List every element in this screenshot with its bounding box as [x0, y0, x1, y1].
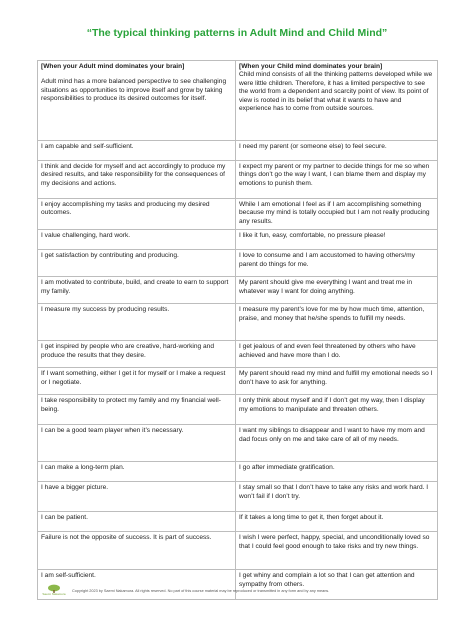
logo-text: Saemi Nakamura — [42, 592, 66, 596]
child-mind-cell: My parent should read my mind and fulfill my emotional needs so I don’t have to ask for anything. — [236, 368, 438, 395]
adult-mind-cell: I have a bigger picture. — [38, 482, 236, 512]
saemi-logo — [40, 584, 68, 598]
child-mind-cell: I stay small so that I don’t have to take any risks and work hard. I won’t fail if I don’t try. — [236, 482, 438, 512]
adult-mind-cell: I get satisfaction by contributing and producing. — [38, 250, 236, 277]
child-mind-cell: I wish I were perfect, happy, special, and unconditionally loved so that I could feel good enough to take risks and try new things. — [236, 532, 438, 570]
table-row — [38, 395, 438, 425]
adult-mind-cell: I measure my success by producing results. — [38, 304, 236, 341]
table-row — [38, 304, 438, 341]
adult-mind-heading: [When your Adult mind dominates your brain] — [41, 63, 185, 70]
child-mind-cell: I want my siblings to disappear and I want to have my mom and dad focus only on me and take care of all of my needs. — [236, 425, 438, 462]
adult-mind-cell: I can be patient. — [38, 512, 236, 532]
adult-mind-cell: If I want something, either I get it for myself or I make a request or I negotiate. — [38, 368, 236, 395]
table-row — [38, 199, 438, 230]
adult-mind-cell: I take responsibility to protect my family and my financial well-being. — [38, 395, 236, 425]
table-row — [38, 277, 438, 304]
child-mind-heading: [When your Child mind dominates your brain] — [239, 63, 383, 70]
child-mind-cell: I get jealous of and even feel threatened by others who have achieved and have more than I do. — [236, 341, 438, 368]
table-header-row — [38, 61, 438, 141]
child-mind-description: Child mind consists of all the thinking patterns developed while we were little children. Therefore, it has a limited perspective to see the world from a dependent and scarcity point of view. Its point of view is rooted in its belief that what it wants to have and experience has to come from outside sources. — [239, 71, 433, 113]
table-row — [38, 462, 438, 482]
adult-mind-cell: Failure is not the opposite of success. It is part of success. — [38, 532, 236, 570]
child-mind-cell: I get whiny and complain a lot so that I can get attention and sympathy from others. — [236, 570, 438, 600]
comparison-table — [37, 60, 438, 600]
adult-mind-cell: I enjoy accomplishing my tasks and producing my desired outcomes. — [38, 199, 236, 230]
adult-mind-cell: I get inspired by people who are creative, hard-working and produce the results that they desire. — [38, 341, 236, 368]
table-row — [38, 341, 438, 368]
table-row — [38, 482, 438, 512]
child-mind-cell: I go after immediate gratification. — [236, 462, 438, 482]
adult-mind-cell: I am self-sufficient. — [38, 570, 236, 600]
child-mind-cell: I like it fun, easy, comfortable, no pressure please! — [236, 230, 438, 250]
footer — [40, 584, 460, 598]
adult-mind-header-cell — [38, 61, 236, 141]
child-mind-cell: I only think about myself and if I don’t get my way, then I display my emotions to manipulate and threaten others. — [236, 395, 438, 425]
adult-mind-cell: I am capable and self-sufficient. — [38, 141, 236, 161]
adult-mind-cell: I can be a good team player when it’s necessary. — [38, 425, 236, 462]
child-mind-cell: I love to consume and I am accustomed to having others/my parent do things for me. — [236, 250, 438, 277]
child-mind-cell: I expect my parent or my partner to decide things for me so when things don’t go the way I want, I can blame them and display my emotions to punish them. — [236, 161, 438, 199]
table-row — [38, 512, 438, 532]
table-row — [38, 230, 438, 250]
table-row — [38, 425, 438, 462]
table-row — [38, 250, 438, 277]
table-row — [38, 141, 438, 161]
child-mind-header-cell — [236, 61, 438, 141]
table-row — [38, 368, 438, 395]
child-mind-cell: I measure my parent’s love for me by how much time, attention, praise, and money that he/she spends to fulfill my needs. — [236, 304, 438, 341]
adult-mind-description: Adult mind has a more balanced perspective to see challenging situations as opportunities to improve itself and grow by taking responsibilities to produce its desired outcomes for itself. — [41, 78, 227, 103]
adult-mind-cell: I can make a long-term plan. — [38, 462, 236, 482]
table-row — [38, 532, 438, 570]
adult-mind-cell: I value challenging, hard work. — [38, 230, 236, 250]
page-title: “The typical thinking patterns in Adult Mind and Child Mind” — [86, 27, 388, 39]
child-mind-cell: My parent should give me everything I want and treat me in whatever way I want for doing anything. — [236, 277, 438, 304]
table-row — [38, 161, 438, 199]
adult-mind-cell: I am motivated to contribute, build, and create to earn to support my family. — [38, 277, 236, 304]
adult-mind-cell: I think and decide for myself and act accordingly to produce my desired results, and take responsibility for the consequences of my decisions and actions. — [38, 161, 236, 199]
copyright-text: Copyright 2023 by Saemi Nakamura. All rights reserved. No part of this course material may be reproduced or transmitted in any form and by any means. — [72, 589, 330, 593]
child-mind-cell: If it takes a long time to get it, then forget about it. — [236, 512, 438, 532]
child-mind-cell: I need my parent (or someone else) to feel secure. — [236, 141, 438, 161]
child-mind-cell: While I am emotional I feel as if I am accomplishing something because my mind is totally occupied but I am not really producing any results. — [236, 199, 438, 230]
